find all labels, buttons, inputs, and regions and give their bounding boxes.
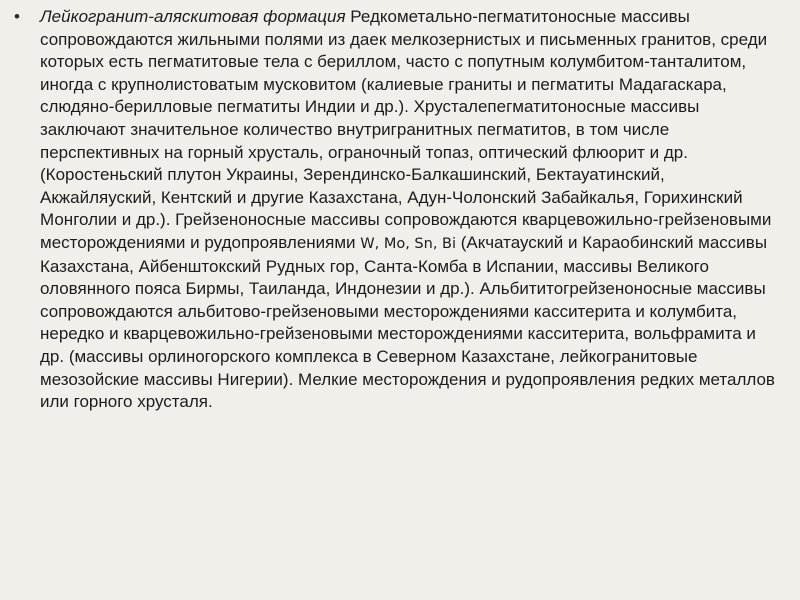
bullet-list — [14, 6, 776, 414]
paragraph-text-part2: (Акчатауский и Караобинский массивы Казахстана, Айбенштокский Рудных гор, Санта-Комба в Испании, массивы Великого оловянного пояса Бирмы, Таиланда, Индонезии и др.). Альбититогрейзеноносные массивы сопровождаются альбитово-грейзеновыми месторождениями касситерита и колумбита, нередко и кварцевожильно-грейзеновыми месторождениями касситерита, вольфрамита и др. (массивы орлиногорского комплекса в Северном Казахстане, лейкогранитовые мезозойские массивы Нигерии). Мелкие месторождения и рудопроявления редких металлов или горного хрусталя. — [40, 232, 775, 412]
element-symbols: W, Mo, Sn, Bi — [360, 235, 457, 252]
formation-term: Лейкогранит-аляскитовая формация — [40, 7, 346, 26]
paragraph-text-part1: Редкометально-пегматитоносные массивы сопровождаются жильными полями из даек мелкозернистых и письменных гранитов, среди которых есть пегматитовые тела с бериллом, часто с попутным колумбитом-танталитом, иногда с крупнолистоватым мусковитом (калиевые граниты и пегматиты Мадагаскара, слюдяно-берилловые пегматиты Индии и др.). Хрусталепегматитоносные массивы заключают значительное количество внутригранитных пегматитов, в том числе перспективных на горный хрусталь, ограночный топаз, оптический флюорит и др. (Коростеньский плутон Украины, Зерендинско-Балкашинский, Бектауатинский, Акжайляуский, Кентский и другие Казахстана, Адун-Чолонский Забайкалья, Горихинский Монголии и др.). Грейзеноносные массивы сопровождаются кварцевожильно-грейзеновыми месторождениями и рудопроявлениями — [40, 7, 772, 252]
bullet-marker: • — [14, 7, 20, 26]
bullet-item — [14, 6, 776, 414]
